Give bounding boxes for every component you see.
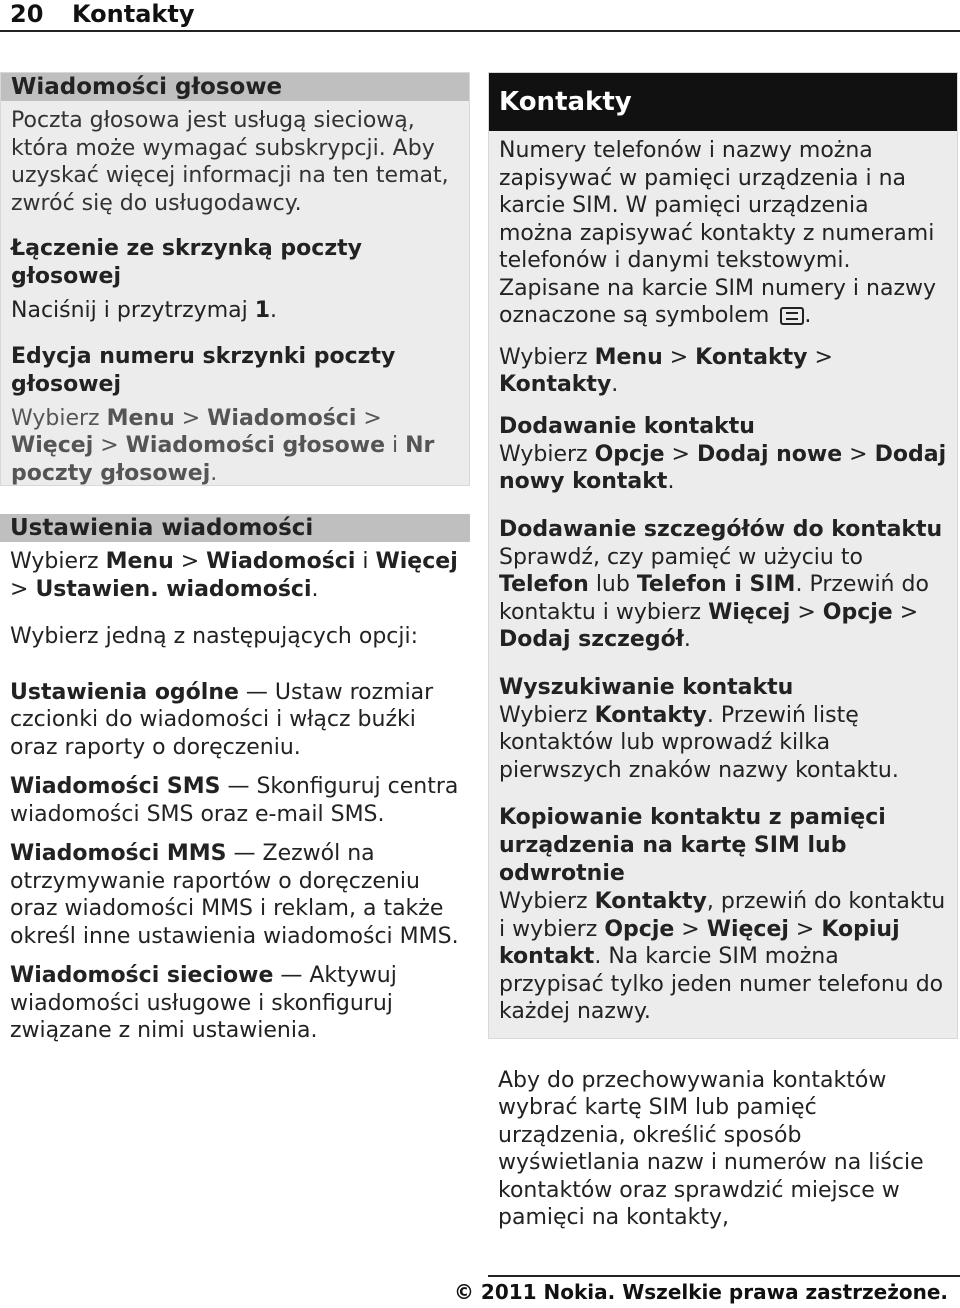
option-sms: Wiadomości SMS — Skonfiguruj centra wiadomości SMS oraz e-mail SMS. xyxy=(10,774,459,827)
key-1: 1 xyxy=(254,298,271,323)
edit-text: Wybierz Menu > Wiadomości > Więcej > Wiadomości głosowe i Nr poczty głosowej. xyxy=(11,405,435,486)
add-details-title: Dodawanie szczegółów do kontaktu xyxy=(499,516,943,542)
search-contact-text: Wybierz Kontakty. Przewiń listę kontaktów lub wprowadź kilka pierwszych znaków nazwy kontaktu. xyxy=(499,702,899,783)
connect-text: Naciśnij i przytrzymaj 1. xyxy=(11,298,278,323)
contacts-path: Wybierz Menu > Kontakty > Kontakty. xyxy=(499,344,833,397)
right-column xyxy=(488,72,958,1232)
add-contact-title: Dodawanie kontaktu xyxy=(499,413,755,439)
add-contact-text: Wybierz Opcje > Dodaj nowe > Dodaj nowy kontakt. xyxy=(499,441,947,494)
option-general: Ustawienia ogólne — Ustaw rozmiar czcionki do wiadomości i włącz buźki oraz raporty o doręczeniu. xyxy=(10,679,434,760)
copyright: © 2011 Nokia. Wszelkie prawa zastrzeżone. xyxy=(453,1280,948,1304)
message-settings-section xyxy=(0,514,470,1045)
option-network: Wiadomości sieciowe — Aktywuj wiadomości usługowe i skonfiguruj związane z nimi ustawienia. xyxy=(10,963,397,1043)
page-number: 20 xyxy=(10,0,44,28)
copy-contact-title: Kopiowanie kontaktu z pamięci urządzenia na kartę SIM lub odwrotnie xyxy=(499,805,886,886)
left-column xyxy=(0,72,470,1045)
chapter-title: Kontakty xyxy=(72,0,195,28)
connect-title: Łączenie ze skrzynką poczty głosowej xyxy=(11,236,362,289)
settings-path: Wybierz Menu > Wiadomości i Więcej > Ustawien. wiadomości. xyxy=(10,549,458,602)
search-contact-title: Wyszukiwanie kontaktu xyxy=(499,674,794,700)
footer-rule xyxy=(488,1275,960,1277)
sim-card-icon xyxy=(780,307,804,325)
choose-option-text: Wybierz jedną z następujących opcji: xyxy=(10,624,419,649)
message-settings-heading: Ustawienia wiadomości xyxy=(0,514,470,542)
contacts-heading: Kontakty xyxy=(489,73,957,131)
contacts-tail-text: Aby do przechowywania kontaktów wybrać kartę SIM lub pamięć urządzenia, określić sposób wyświetlania nazw i numerów na liście kontaktów oraz sprawdzić miejsce w pamięci na kontakty, xyxy=(498,1067,924,1230)
contacts-intro: Numery telefonów i nazwy można zapisywać w pamięci urządzenia i na karcie SIM. W pamięci urządzenia można zapisywać kontakty z numerami telefonów i danymi tekstowymi. Zapisane na karcie SIM numery i nazwy oznaczone są symbolem . xyxy=(499,138,937,328)
option-mms: Wiadomości MMS — Zezwól na otrzymywanie raportów o doręczeniu oraz wiadomości MMS i reklam, a także określ inne ustawienia wiadomości MMS. xyxy=(10,841,459,949)
voice-mail-intro: Poczta głosowa jest usługą sieciową, która może wymagać subskrypcji. Aby uzyskać więcej informacji na ten temat, zwróć się do usługodawcy. xyxy=(11,108,449,216)
edit-title: Edycja numeru skrzynki poczty głosowej xyxy=(11,343,396,397)
add-details-text: Sprawdź, czy pamięć w użyciu to Telefon lub Telefon i SIM. Przewiń do kontaktu i wybierz Więcej > Opcje > Dodaj szczegół. xyxy=(499,544,929,652)
voice-mail-box xyxy=(0,72,470,486)
contacts-box xyxy=(488,72,958,1039)
copy-contact-text: Wybierz Kontakty, przewiń do kontaktu i wybierz Opcje > Więcej > Kopiuj kontakt. Na karcie SIM można przypisać tylko jeden numer telefonu do każdej nazwy. xyxy=(499,889,946,1024)
voice-mail-heading: Wiadomości głosowe xyxy=(1,73,469,101)
page-header xyxy=(0,0,960,32)
